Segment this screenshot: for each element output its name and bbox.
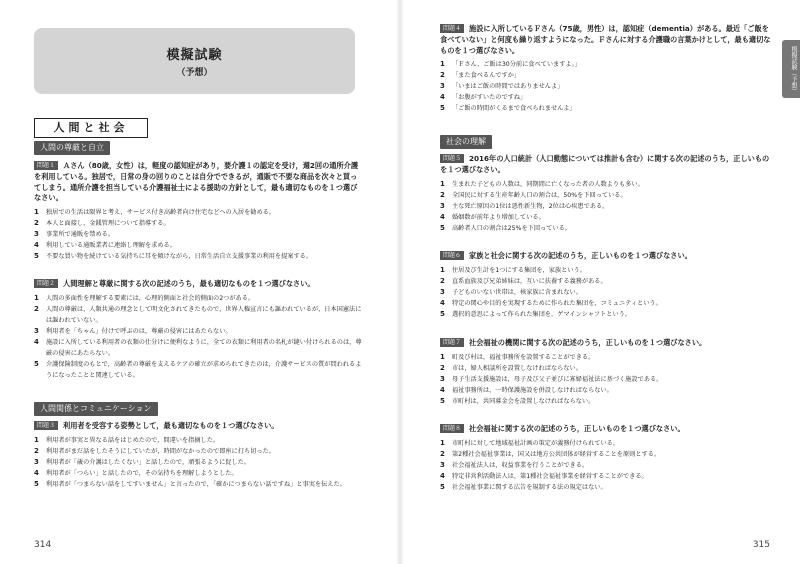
- question-label: 問題１: [34, 161, 58, 170]
- exam-title: 模擬試験: [166, 48, 223, 63]
- option: 4 婚姻数が前年より増加している。: [440, 212, 545, 221]
- question-1: [34, 161, 362, 262]
- option: 5 市町村は，共同募金会を設置しなければならない。: [440, 396, 595, 405]
- option: 2 「また食べるんですか」: [440, 71, 521, 80]
- option: 1 市町村に対して地域福祉計画の策定が義務付けられている。: [440, 438, 620, 447]
- question-label: 問題６: [440, 251, 464, 260]
- question-text: 社会福祉の機関に関する次の記述のうち，正しいものを１つ選びなさい。: [469, 338, 707, 347]
- question-4: [440, 24, 774, 114]
- option: 5 高齢者人口の割合は25%を下回っている。: [440, 223, 571, 232]
- option: 3 利用者を「ちゃん」付けで呼ぶのは，尊厳の侵害にはあたらない。: [34, 326, 232, 335]
- page-number-right: 315: [752, 540, 770, 550]
- question-8: [440, 424, 774, 493]
- question-text: Ａさん（80歳，女性）は，軽度の認知症があり，要介護１の認定を受け，週2回の通所介護を利用している。独居で，日常の身の回りのことは自分でできるが，通販で不要な商品を次々と買ってしまう。通所介護を担当している介護福祉士による援助の方針として，最も適切なものを１つ選びなさい。: [34, 161, 359, 203]
- option: 5 「ご飯の時間がくるまで食べられませんよ」: [440, 104, 576, 113]
- option: 2 本人と面接し，金銭管理について指導する。: [34, 219, 170, 228]
- option: 2 全国民に対する生産年齢人口の割合は，50%を下回っている。: [440, 190, 627, 199]
- option: 5 介護保険制度のもとで，高齢者の尊厳を支えるケアの確立が求められてきたのは，介護サービスの質が問われるようになったことと関連している。: [34, 359, 362, 379]
- option: 5 不要な買い物を続けている気持ちに耳を傾けながら，日常生活自立支援事業の利用を提案する。: [34, 252, 313, 261]
- option: 3 社会福祉法人は，収益事業を行うことができる。: [440, 460, 589, 469]
- question-label: 問題８: [440, 424, 464, 433]
- option: 3 利用者が「歳の介護はしたくない」と話したので，頑張るように促した。: [34, 457, 251, 466]
- section-heading: 人間と社会: [34, 118, 148, 138]
- option: 1 利用者が事実と異なる話をはじめたので，間違いを指摘した。: [34, 435, 220, 444]
- question-label: 問題４: [440, 24, 464, 33]
- question-text: 人間理解と尊厳に関する次の記述のうち，最も適切なものを１つ選びなさい。: [63, 279, 315, 288]
- option: 4 特定非営利活動法人は，第1種社会福祉事業を経営することができる。: [440, 471, 648, 480]
- option: 1 住居及び生計を1つにする集団を，家族という。: [440, 265, 586, 274]
- option: 1 町及び村は，福祉事務所を設置することができる。: [440, 352, 595, 361]
- option: 4 施設に入所している利用者の衣類の仕分けに便利なように，全ての衣類に利用者の名札が縫い付けられるのは，尊厳の侵害にあたらない。: [34, 337, 362, 357]
- question-text: 利用者を受容する姿勢として，最も適切なものを１つ選びなさい。: [63, 421, 279, 430]
- option: 2 第2種社会福祉事業は，国又は地方公共団体が経営することを原則とする。: [440, 449, 661, 458]
- option: 5 利用者が「つまらない話をしてすいません」と言ったので，「確かにつまらない話ですね」と事実を伝えた。: [34, 479, 346, 488]
- question-text: 2016年の人口統計（人口動態については推計も含む）に関する次の記述のうち，正しいものを１つ選びなさい。: [440, 154, 770, 174]
- option: 4 利用者が「つらい」と話したので，その気持ちを理解しようとした。: [34, 468, 238, 477]
- question-label: 問題７: [440, 338, 464, 347]
- exam-subtitle: （予想）: [176, 68, 213, 78]
- option: 3 子どものいない世帯は，核家族に含まれない。: [440, 287, 582, 296]
- option: 1 生まれた子どもの人数は，同期間に亡くなった者の人数よりも多い。: [440, 179, 644, 188]
- option: 1 独居での生活は限界と考え，サービス付き高齢者向け住宅などへの入居を勧める。: [34, 208, 276, 217]
- option: 2 利用者がまだ話をしたそうにしていたが，時間がなかったので即座に打ち切った。: [34, 446, 275, 455]
- question-5: [440, 154, 774, 234]
- option: 4 特定の関心や目的を実現するために作られた集団を，コミュニティという。: [440, 298, 662, 307]
- question-2: [34, 279, 362, 381]
- option: 2 市は，婦人相談所を設置しなければならない。: [440, 363, 582, 372]
- question-text: 施設に入所しているＦさん（75歳，男性）は，認知症（dementia）がある。最近「ご飯を食べていない」と何度も繰り返すようになった。Ｆさんに対する介護職の言葉かけとして，最も適切なものを１つ選びなさい。: [440, 24, 771, 55]
- page-number-left: 314: [34, 540, 52, 550]
- option: 3 母子生活支援施設は，母子及び父子並びに寡婦福祉法に基づく施設である。: [440, 374, 663, 383]
- side-tab-label: 模擬試験（予想）: [790, 46, 797, 94]
- option: 1 人間の多面性を理解する要素には，心理的側面と社会的側面の2つがある。: [34, 293, 255, 302]
- left-page: [0, 0, 398, 564]
- option: 4 「お腹がすいたのですね」: [440, 93, 527, 102]
- question-6: [440, 251, 774, 320]
- option: 4 福祉事務所は，一時保護施設を併設しなければならない。: [440, 385, 613, 394]
- question-label: 問題２: [34, 279, 58, 288]
- option: 3 「いまはご飯の時間ではありませんよ」: [440, 82, 564, 91]
- question-3: [34, 421, 362, 490]
- option: 1 「Ｆさん，ご飯は30分前に食べていますよ。」: [440, 60, 581, 69]
- subhead-society: 社会の理解: [440, 135, 492, 149]
- question-label: 問題３: [34, 421, 58, 430]
- question-text: 家族と社会に関する次の記述のうち，正しいものを１つ選びなさい。: [469, 251, 692, 260]
- option: 4 利用している通販業者に連絡し理解を求める。: [34, 241, 176, 250]
- exam-title-box: [34, 28, 355, 94]
- option: 2 人間の尊厳は，人類共通の理念として明文化されてきたもので，世界人権宣言にも謳われているが，日本国憲法には謳われていない。: [34, 304, 362, 324]
- option: 3 事業所で通販を禁める。: [34, 230, 115, 239]
- subhead-dignity: 人間の尊厳と自立: [34, 141, 110, 155]
- question-7: [440, 338, 774, 407]
- option: 3 主な死亡原因の1位は悪性新生物，2位は心疾患である。: [440, 201, 609, 210]
- option: 2 直系血族及び兄弟姉妹は，互いに扶養する義務がある。: [440, 276, 607, 285]
- right-page: [402, 0, 800, 564]
- question-label: 問題５: [440, 154, 464, 163]
- subhead-relations: 人間関係とコミュニケーション: [34, 402, 158, 416]
- question-text: 社会福祉に関する次の記述のうち，正しいものを１つ選びなさい。: [469, 424, 685, 433]
- option: 5 社会福祉事業に関する広告を規制する法の規定はない。: [440, 482, 607, 491]
- option: 5 選択的意思によって作られた集団を，ゲマインシャフトという。: [440, 309, 632, 318]
